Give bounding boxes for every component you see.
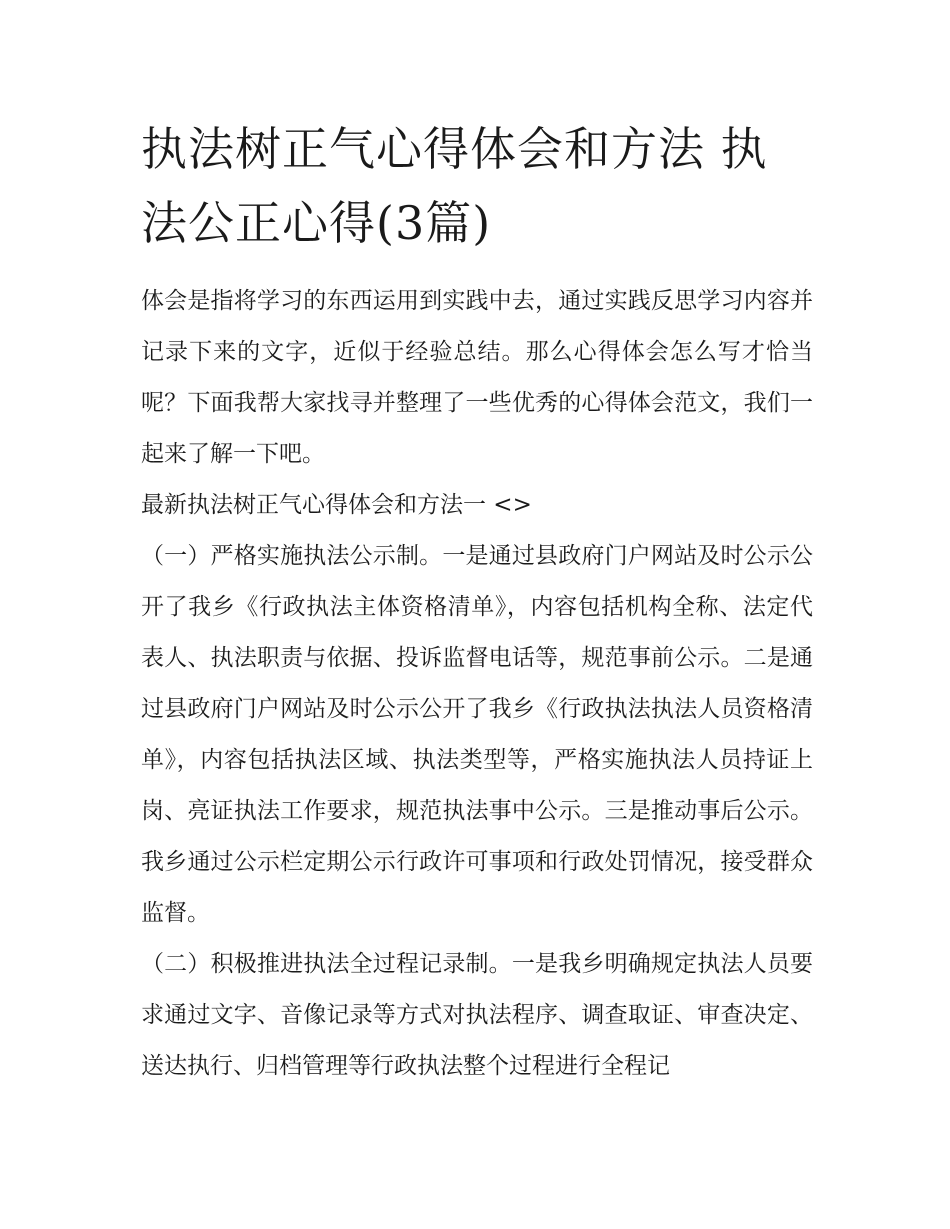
document-body <box>141 112 813 1092</box>
paragraph-1: （一）严格实施执法公示制。一是通过县政府门户网站及时公示公开了我乡《行政执法主体资格清单》，内容包括机构全称、法定代表人、执法职责与依据、投诉监督电话等，规范事前公示。二是通过县政府门户网站及时公示公开了我乡《行政执法执法人员资格清单》，内容包括执法区域、执法类型等，严格实施执法人员持证上岗、亮证执法工作要求，规范执法事中公示。三是推动事后公示。我乡通过公示栏定期公示行政许可事项和行政处罚情况，接受群众监督。 <box>141 543 813 926</box>
section-heading: 最新执法树正气心得体会和方法一 <> <box>141 492 532 518</box>
intro-paragraph: 体会是指将学习的东西运用到实践中去，通过实践反思学习内容并记录下来的文字，近似于经验总结。那么心得体会怎么写才恰当呢？下面我帮大家找寻并整理了一些优秀的心得体会范文，我们一起来了解一下吧。 <box>141 288 813 467</box>
document-title: 执法树正气心得体会和方法 执法公正心得(3篇) <box>141 122 768 250</box>
paragraph-2: （二）积极推进执法全过程记录制。一是我乡明确规定执法人员要求通过文字、音像记录等方式对执法程序、调查取证、审查决定、送达执行、归档管理等行政执法整个过程进行全程记 <box>141 951 813 1079</box>
